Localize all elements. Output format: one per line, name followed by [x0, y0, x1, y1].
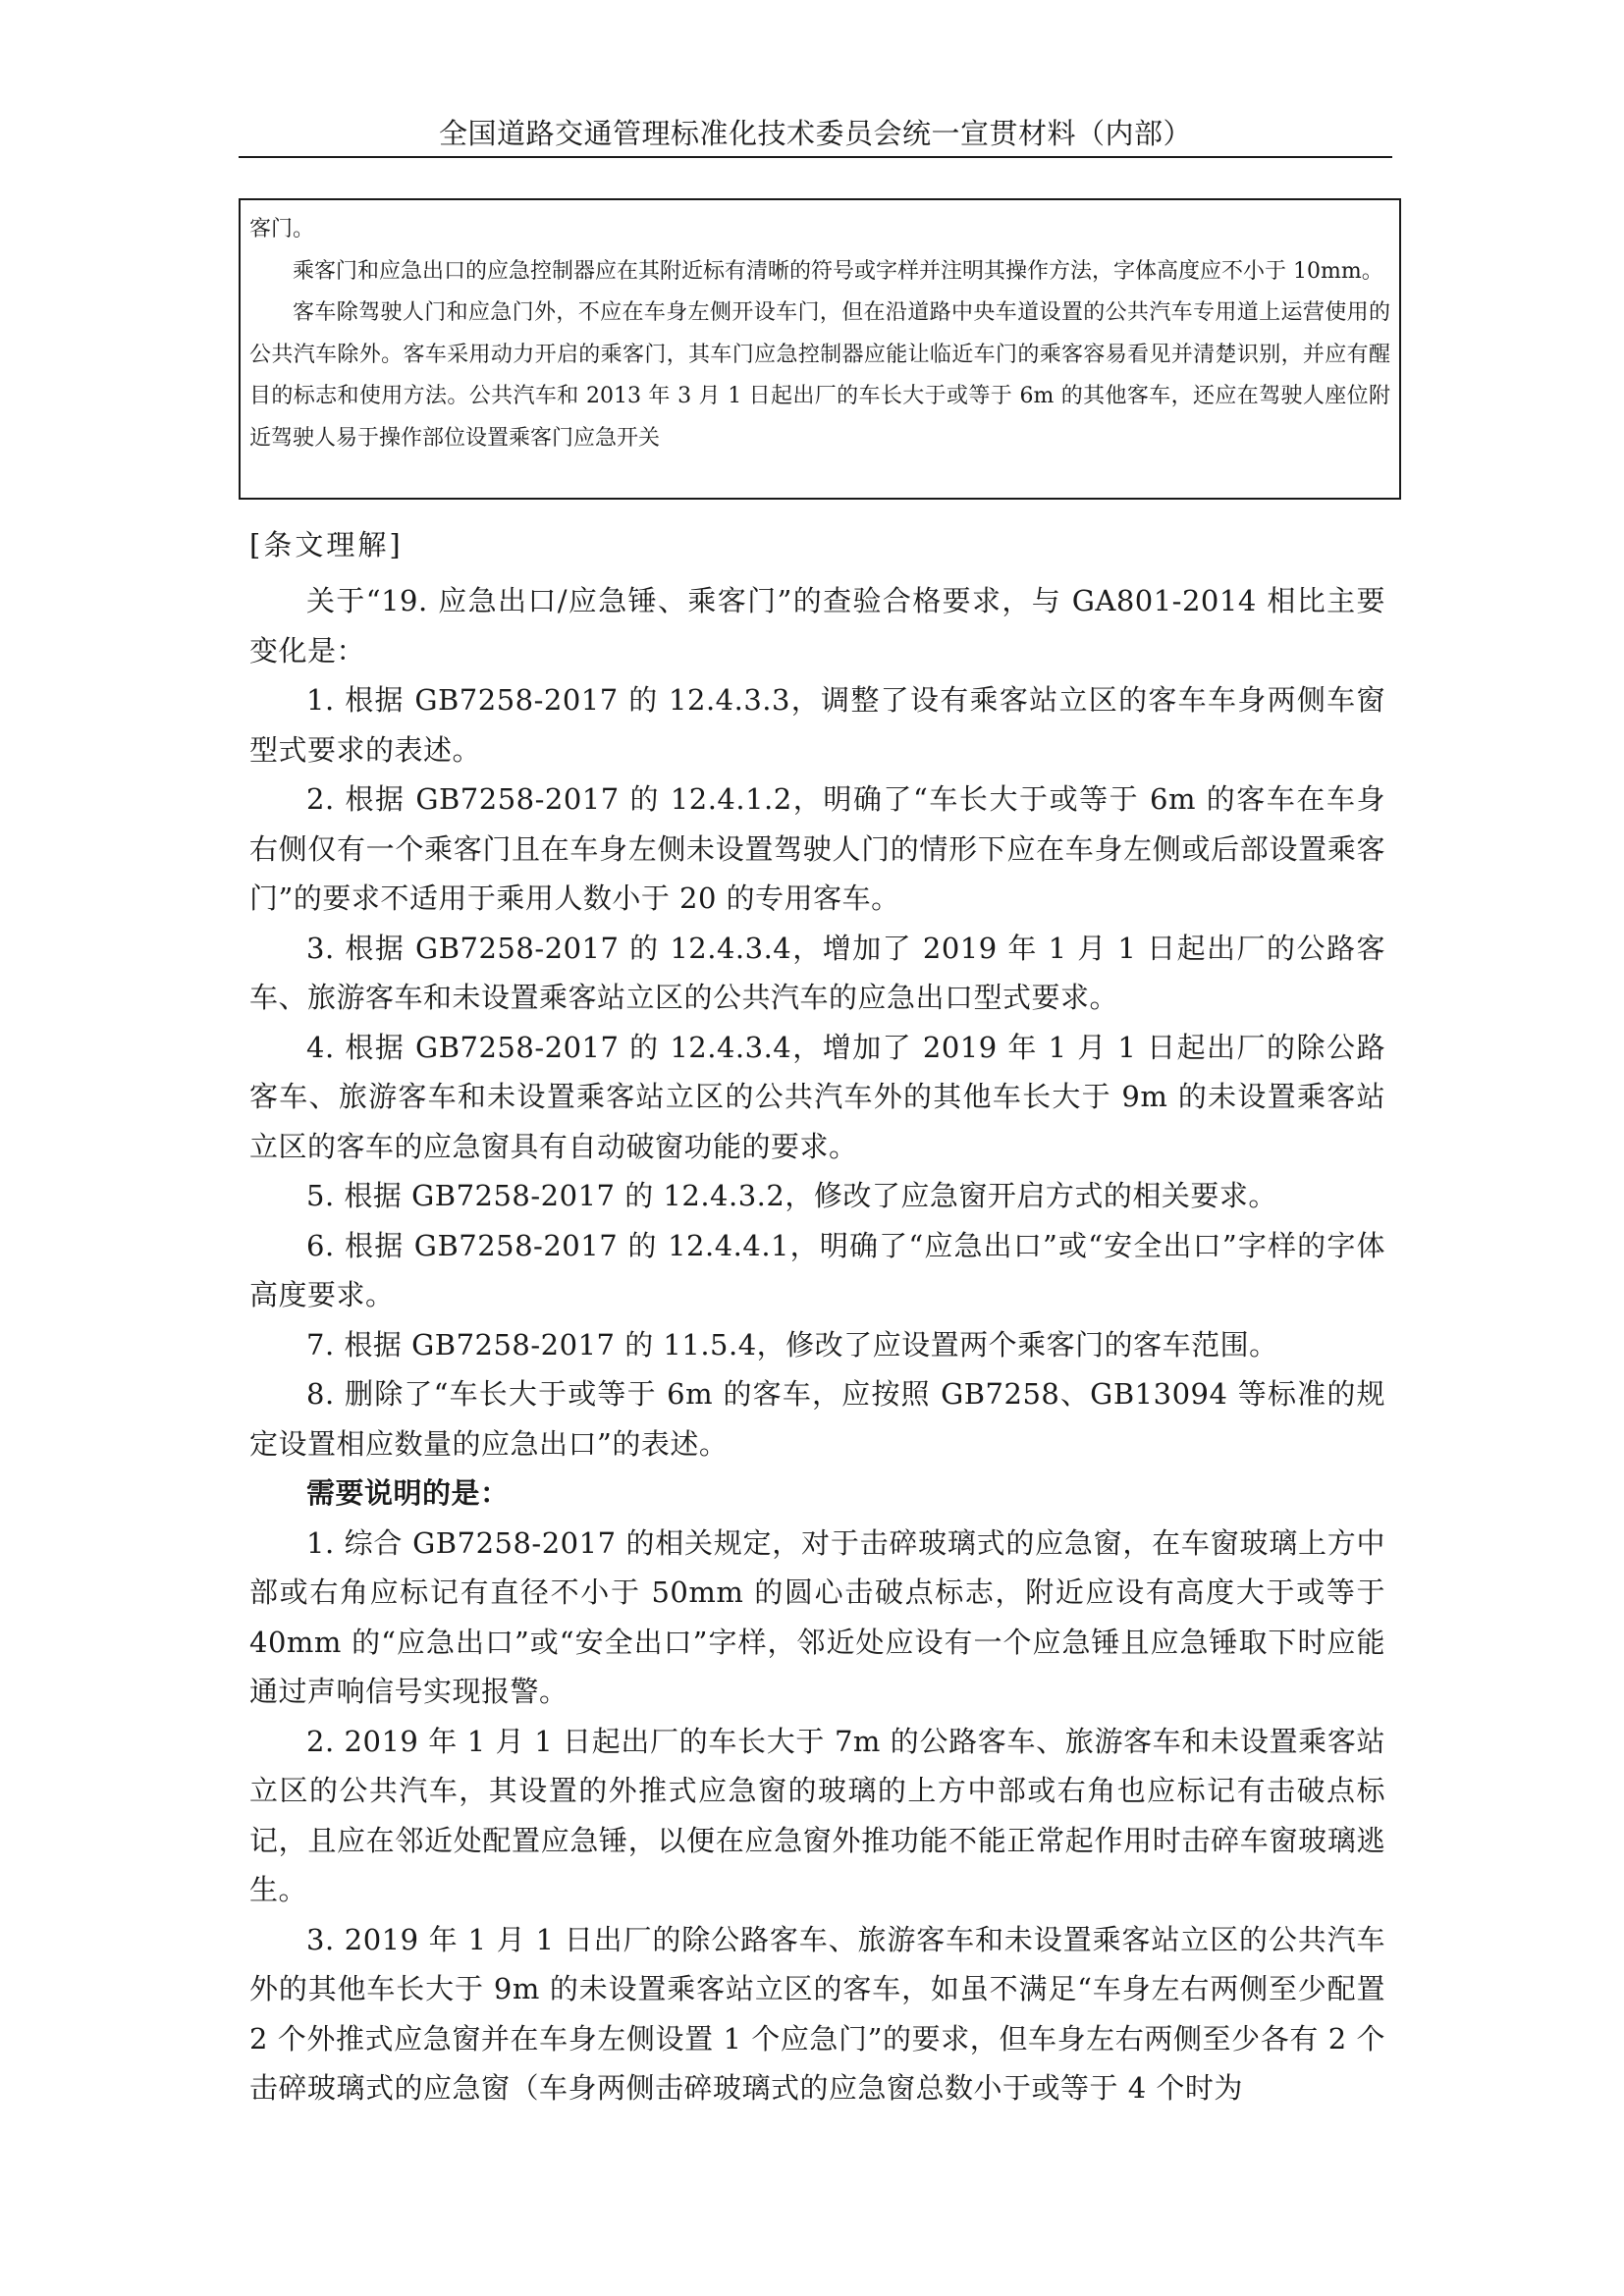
- standard-paragraph: 客车除驾驶人门和应急门外，不应在车身左侧开设车门，但在沿道路中央车道设置的公共汽车专用道上运营使用的公共汽车除外。客车采用动力开启的乘客门，其车门应急控制器应能让临近车门的乘客容易看见并清楚识别，并应有醒目的标志和使用方法。公共汽车和 2013 年 3 月 1 日起出厂的车长大于或等于 6m 的其他客车，还应在驾驶人座位附近驾驶人易于操作部位设置乘客门应急开关: [249, 300, 1390, 451]
- standard-text-box: [239, 198, 1401, 500]
- change-item: 8. 删除了“车长大于或等于 6m 的客车，应按照 GB7258、GB13094 等标准的规定设置相应数量的应急出口”的表述。: [249, 1377, 1385, 1461]
- change-item: 6. 根据 GB7258-2017 的 12.4.4.1，明确了“应急出口”或“安全出口”字样的字体高度要求。: [249, 1228, 1385, 1311]
- change-item: 7. 根据 GB7258-2017 的 11.5.4，修改了应设置两个乘客门的客车范围。: [306, 1327, 1278, 1362]
- header-rule: [239, 156, 1392, 158]
- change-item: 2. 根据 GB7258-2017 的 12.4.1.2，明确了“车长大于或等于 6m 的客车在车身右侧仅有一个乘客门且在车身左侧未设置驾驶人门的情形下应在车身左侧或后部设置乘客门”的要求不适用于乘用人数小于 20 的专用客车。: [249, 782, 1385, 915]
- note-item: 1. 综合 GB7258-2017 的相关规定，对于击碎玻璃式的应急窗，在车窗玻璃上方中部或右角应标记有直径不小于 50mm 的圆心击破点标志，附近应设有高度大于或等于 40mm 的“应急出口”或“安全出口”字样，邻近处应设有一个应急锤且应急锤取下时应能通过声响信号实现报警。: [249, 1525, 1385, 1708]
- change-item: 1. 根据 GB7258-2017 的 12.4.3.3，调整了设有乘客站立区的客车车身两侧车窗型式要求的表述。: [249, 683, 1385, 767]
- note-item: 2. 2019 年 1 月 1 日起出厂的车长大于 7m 的公路客车、旅游客车和未设置乘客站立区的公共汽车，其设置的外推式应急窗的玻璃的上方中部或右角也应标记有击破点标记，且应在邻近处配置应急锤，以便在应急窗外推功能不能正常起作用时击碎车窗玻璃逃生。: [249, 1724, 1385, 1906]
- section-heading: [条文理解]: [249, 528, 404, 561]
- page-header: 全国道路交通管理标准化技术委员会统一宣贯材料（内部）: [438, 117, 1192, 150]
- change-item: 5. 根据 GB7258-2017 的 12.4.3.2，修改了应急窗开启方式的相关要求。: [306, 1179, 1277, 1212]
- change-item: 3. 根据 GB7258-2017 的 12.4.3.4，增加了 2019 年 1 月 1 日起出厂的公路客车、旅游客车和未设置乘客站立区的公共汽车的应急出口型式要求。: [249, 931, 1385, 1014]
- intro-paragraph: 关于“19. 应急出口/应急锤、乘客门”的查验合格要求，与 GA801-2014 相比主要变化是：: [249, 584, 1385, 667]
- change-item: 4. 根据 GB7258-2017 的 12.4.3.4，增加了 2019 年 1 月 1 日起出厂的除公路客车、旅游客车和未设置乘客站立区的公共汽车外的其他车长大于 9m 的未设置乘客站立区的客车的应急窗具有自动破窗功能的要求。: [249, 1030, 1385, 1163]
- notes-heading: 需要说明的是：: [306, 1476, 510, 1510]
- standard-paragraph: 乘客门和应急出口的应急控制器应在其附近标有清晰的符号或字样并注明其操作方法，字体高度应不小于 10mm。: [293, 258, 1383, 284]
- note-item: 3. 2019 年 1 月 1 日出厂的除公路客车、旅游客车和未设置乘客站立区的公共汽车外的其他车长大于 9m 的未设置乘客站立区的客车，如虽不满足“车身左右两侧至少配置 2 个外推式应急窗并在车身左侧设置 1 个应急门”的要求，但车身左右两侧至少各有 2 个击碎玻璃式的应急窗（车身两侧击碎玻璃式的应急窗总数小于或等于 4 个时为: [249, 1922, 1385, 2105]
- standard-paragraph: 客门。: [249, 217, 315, 241]
- clause-understanding-body: [249, 576, 1385, 2113]
